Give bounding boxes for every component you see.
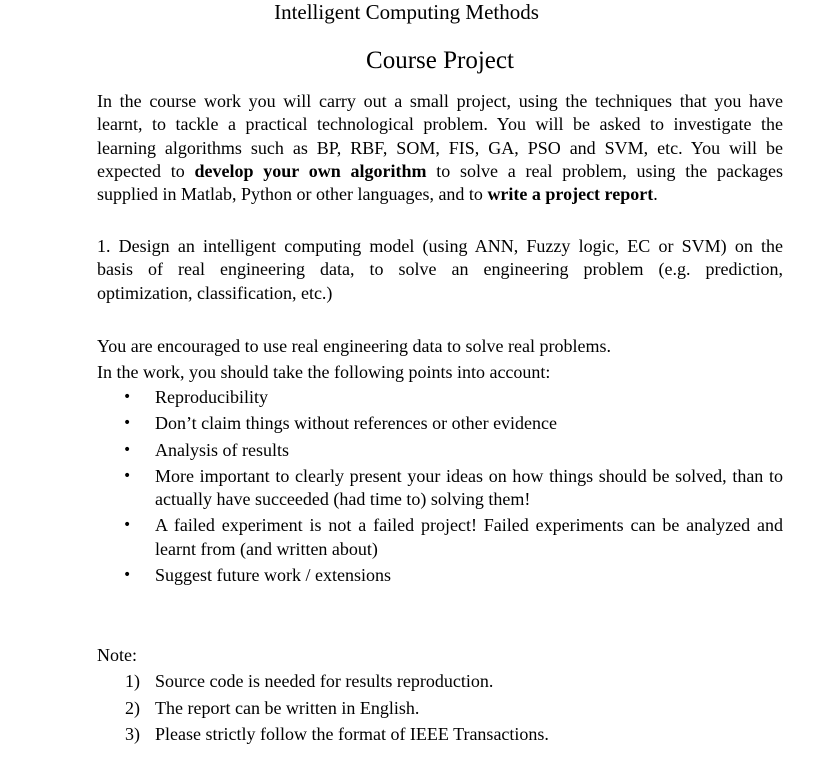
note-number: 1)	[125, 671, 140, 691]
note-number: 3)	[125, 724, 140, 744]
note-text: Source code is needed for results reproduction.	[155, 671, 494, 691]
bullet-icon: •	[123, 441, 132, 458]
points-intro-text: In the work, you should take the following points into account:	[97, 362, 551, 382]
task-line: 1. Design an intelligent computing model (using ANN, Fuzzy logic, EC or SVM) on the	[97, 236, 783, 256]
bullet-icon: •	[123, 517, 132, 534]
task-line: optimization, classification, etc.)	[97, 282, 333, 303]
list-item-text: More important to clearly present your ideas on how things should be solved, than to actually have succeeded (had time to) solving them!	[155, 465, 783, 510]
course-project-heading: Course Project	[366, 47, 514, 74]
list-item	[97, 412, 783, 435]
intro-text: to solve a real problem, using the packages	[426, 160, 784, 181]
note-item	[97, 721, 783, 748]
task-line: basis of real engineering data, to solve an engineering problem (e.g. prediction,	[97, 259, 783, 280]
intro-line	[97, 160, 783, 183]
intro-text: expected to	[97, 160, 195, 181]
bold-phrase-develop-algorithm: develop your own algorithm	[194, 160, 427, 181]
document-title: Intelligent Computing Methods	[274, 0, 539, 24]
list-item-text: A failed experiment is not a failed project! Failed experiments can be analyzed and learnt from (and written about)	[155, 515, 783, 559]
bold-phrase-write-report: write a project report	[487, 184, 654, 205]
encourage-text: You are encouraged to use real engineering data to solve real problems.	[97, 336, 611, 356]
task-paragraph	[97, 235, 783, 305]
note-number: 2)	[125, 697, 140, 718]
note-item	[97, 668, 783, 695]
bullet-icon: •	[123, 567, 132, 584]
list-item	[97, 514, 783, 561]
bullet-icon: •	[123, 467, 132, 484]
intro-line	[97, 183, 783, 206]
note-item	[97, 695, 783, 722]
list-item-text: Suggest future work / extensions	[155, 565, 391, 586]
points-list	[97, 386, 783, 587]
list-item	[97, 439, 783, 462]
list-item	[97, 465, 783, 512]
note-list	[97, 668, 783, 748]
intro-line: In the course work you will carry out a small project, using the techniques that you have	[97, 91, 783, 111]
bullet-icon: •	[123, 389, 132, 405]
list-item	[97, 564, 783, 587]
intro-line: learning algorithms such as BP, RBF, SOM, FIS, GA, PSO and SVM, etc. You will be	[97, 137, 783, 158]
intro-paragraph	[97, 90, 783, 206]
list-item-text: Reproducibility	[155, 387, 268, 407]
bullet-icon: •	[123, 415, 132, 432]
list-item-text: Analysis of results	[155, 439, 289, 460]
intro-line: learnt, to tackle a practical technological problem. You will be asked to investigate the	[97, 114, 783, 135]
intro-text: supplied in Matlab, Python or other languages, and to	[97, 184, 488, 205]
note-label: Note:	[97, 645, 137, 665]
list-item	[97, 386, 783, 409]
list-item-text: Don’t claim things without references or other evidence	[155, 413, 558, 434]
note-text: The report can be written in English.	[155, 697, 420, 718]
intro-text: .	[653, 184, 658, 205]
note-text: Please strictly follow the format of IEEE Transactions.	[155, 724, 549, 744]
